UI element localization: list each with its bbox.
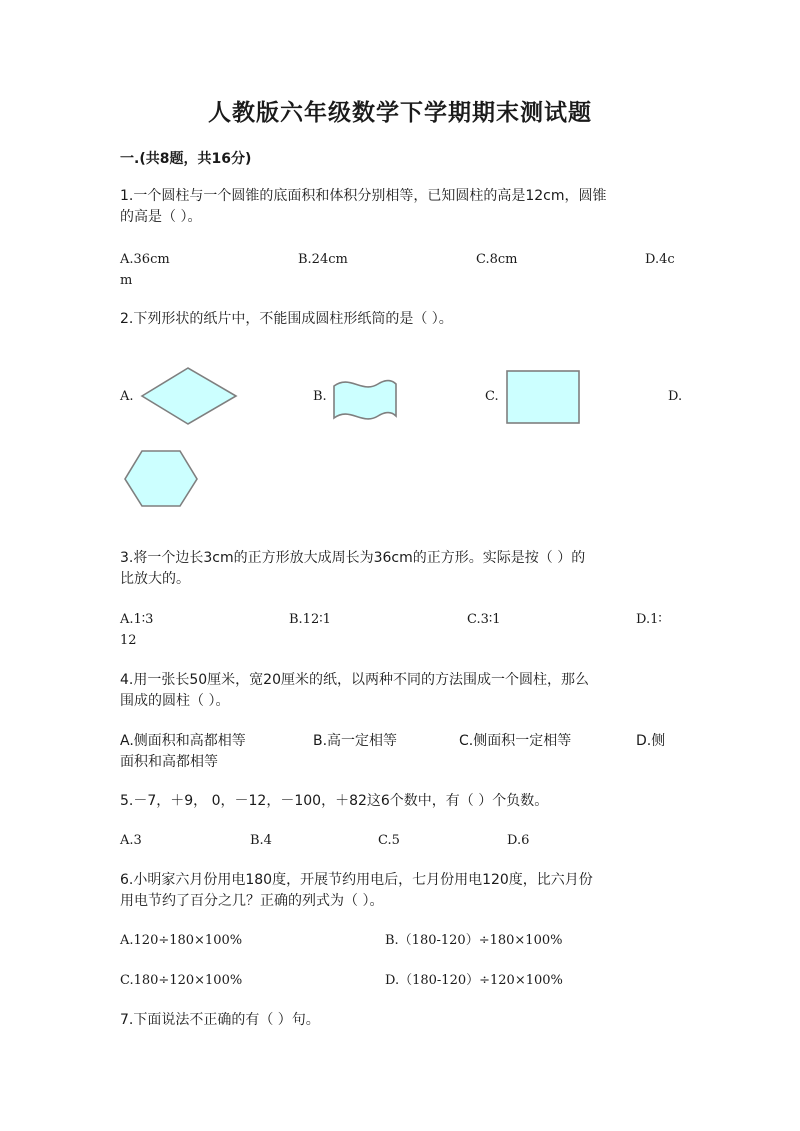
question-6-line-1: 6.小明家六月份用电180度，开展节约用电后，七月份用电120度，比六月份 [120, 872, 593, 888]
question-5-option-b: B.4 [250, 833, 272, 848]
question-3-option-c: C.3∶1 [467, 612, 501, 627]
question-3-option-b: B.12∶1 [289, 612, 331, 627]
question-5-text: 5.－7，＋9， 0，－12，－100，＋82这6个数中，有（ ）个负数。 [120, 793, 549, 809]
question-4-line-2: 围成的圆柱（ ）。 [120, 693, 230, 709]
question-2-option-a: A. [120, 389, 134, 404]
question-3-line-2: 比放大的。 [120, 571, 190, 587]
question-3-line-1: 3.将一个边长3cm的正方形放大成周长为36cm的正方形。实际是按（ ）的 [120, 550, 586, 566]
hexagon-icon [123, 449, 201, 509]
page-title: 人教版六年级数学下学期期末测试题 [208, 100, 592, 126]
question-4-line-1: 4.用一张长50厘米，宽20厘米的纸，以两种不同的方法围成一个圆柱，那么 [120, 672, 589, 688]
question-4-option-d-wrap: 面积和高都相等 [120, 754, 218, 770]
question-2-option-c: C. [485, 389, 499, 404]
question-6-option-d: D.（180-120）÷120×100% [385, 973, 563, 988]
question-3-option-a: A.1∶3 [120, 612, 154, 627]
section-heading: 一.(共8题，共16分) [120, 151, 252, 167]
question-4-option-c: C.侧面积一定相等 [459, 733, 572, 749]
question-1-option-d: D.4c [645, 252, 675, 267]
rhombus-icon [140, 366, 240, 426]
question-6-option-c: C.180÷120×100% [120, 973, 243, 988]
question-3-option-d: D.1∶ [636, 612, 662, 627]
question-4-option-b: B.高一定相等 [313, 733, 398, 749]
question-7-text: 7.下面说法不正确的有（ ）句。 [120, 1012, 320, 1028]
question-1-line-2: 的高是（ ）。 [120, 209, 202, 225]
wave-flag-icon [330, 376, 400, 426]
question-5-option-a: A.3 [120, 833, 142, 848]
question-1-option-b: B.24cm [298, 252, 348, 267]
question-1-option-a: A.36cm [120, 252, 170, 267]
question-4-option-a: A.侧面积和高都相等 [120, 733, 246, 749]
question-4-option-d: D.侧 [636, 733, 666, 749]
question-2-option-d: D. [668, 389, 683, 404]
question-1-option-c: C.8cm [476, 252, 518, 267]
question-6-line-2: 用电节约了百分之几？正确的列式为（ ）。 [120, 893, 384, 909]
question-1-option-d-wrap: m [120, 273, 133, 288]
question-6-option-a: A.120÷180×100% [120, 933, 243, 948]
square-icon [505, 369, 581, 425]
question-2-option-b: B. [313, 389, 327, 404]
question-3-option-d-wrap: 12 [120, 633, 137, 648]
question-5-option-c: C.5 [378, 833, 400, 848]
question-2-text: 2.下列形状的纸片中，不能围成圆柱形纸筒的是（ ）。 [120, 311, 453, 327]
question-1-line-1: 1.一个圆柱与一个圆锥的底面积和体积分别相等，已知圆柱的高是12cm，圆锥 [120, 188, 607, 204]
question-6-option-b: B.（180-120）÷180×100% [385, 933, 563, 948]
question-5-option-d: D.6 [507, 833, 530, 848]
